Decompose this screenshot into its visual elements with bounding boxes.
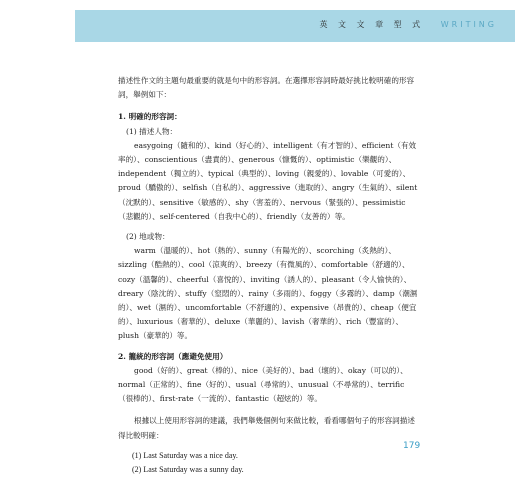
intro-paragraph: 描述性作文的主題句最重要的就是句中的形容詞。在選擇形容詞時最好挑比較明確的形容詞，舉例如下： <box>118 76 415 100</box>
section1-sub1-label: (1) 描述人物： <box>126 126 178 136</box>
header-band <box>75 10 515 42</box>
header-title-en: WRITING <box>440 20 497 29</box>
example-sentence: (1) Last Saturday was a nice day. <box>132 450 238 460</box>
section1-sub1-text: easygoing（隨和的）、kind（好心的）、intelligent（有才智的）、efficient（有效率的）、conscientious（盡責的）、generous（慷慨的）、optimistic（樂觀的）、independent（獨立的）、typical（典型的）、loving（親愛的）、lovable（可愛的）、proud（驕傲的）、selfish（自私的）、aggressive（進取的）、angry（生氣的）、silent（沈默的）、sensitive（敏感的）、shy（害羞的）、nervous（緊張的）、pessimistic（悲觀的）、self-centered（自我中心的）、friendly（友善的）等。 <box>118 140 418 221</box>
page-body <box>118 74 421 477</box>
page-number: 179 <box>403 441 421 451</box>
section2-heading: 2. 籠統的形容詞（應避免使用） <box>118 351 228 361</box>
example-sentence: (2) Last Saturday was a sunny day. <box>132 464 244 474</box>
section1-sub2-text: warm（溫暖的）、hot（熱的）、sunny（有陽光的）、scorching（炙熱的）、sizzling（酷熱的）、cool（涼爽的）、breezy（有微風的）、comfortable（舒適的）、cozy（溫馨的）、cheerful（喜悅的）、inviting（誘人的）、pleasant（令人愉快的）、dreary（陰沈的）、stuffy（窒悶的）、rainy（多雨的）、foggy（多霧的）、damp（潮濕的）、wet（濕的）、uncomfortable（不舒適的）、expensive（昂貴的）、cheap（便宜的）、luxurious（奢華的）、deluxe（華麗的）、lavish（奢華的）、rich（豐富的）、plush（豪華的）等。 <box>118 246 418 341</box>
section2-text: good（好的）、great（棒的）、nice（美好的）、bad（壞的）、okay（可以的）、normal（正常的）、fine（好的）、usual（尋常的）、unusual（不尋常的）、terrific（很棒的）、first-rate（一流的）、fantastic（超炫的）等。 <box>118 365 408 404</box>
running-header <box>319 19 497 30</box>
section1-heading: 1. 明確的形容詞： <box>118 112 182 122</box>
header-title-zh: 英 文 文 章 型 式 <box>319 20 425 29</box>
section1-sub2-label: (2) 地或物： <box>126 232 170 242</box>
conclusion-paragraph: 根據以上使用形容詞的建議，我們舉幾個例句來做比較，看看哪個句子的形容詞描述得比較明確： <box>118 416 415 440</box>
